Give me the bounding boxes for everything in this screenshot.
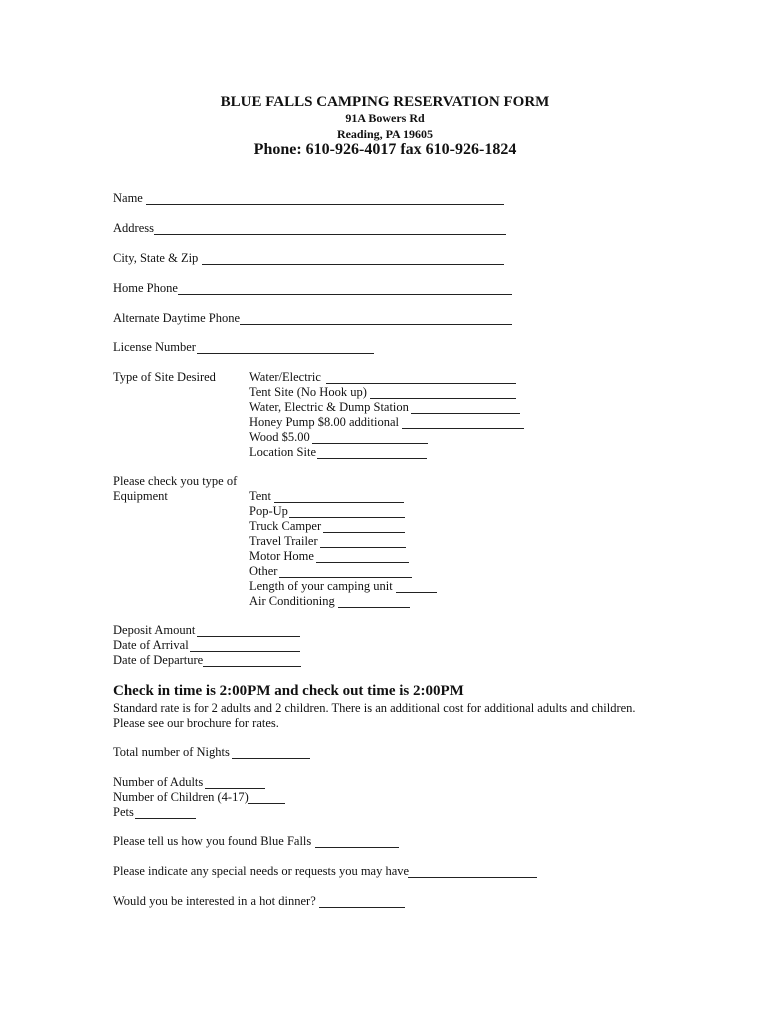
- special-needs-label: Please indicate any special needs or requests you may have: [113, 864, 410, 878]
- adults-label: Number of Adults: [113, 775, 204, 789]
- deposit-label: Deposit Amount: [113, 623, 196, 637]
- equipment-option-tent: Tent: [249, 489, 272, 503]
- children-label: Number of Children (4-17): [113, 790, 249, 804]
- equipment-label-line1: Please check you type of: [113, 474, 238, 488]
- address-field[interactable]: [154, 234, 506, 235]
- equipment-option-other: Other: [249, 564, 278, 578]
- home-phone-field[interactable]: [178, 294, 512, 295]
- equipment-tent-field[interactable]: [274, 502, 404, 503]
- site-tent-field[interactable]: [370, 398, 516, 399]
- address-label: Address: [113, 221, 154, 235]
- equipment-option-air-conditioning: Air Conditioning: [249, 594, 335, 608]
- site-option-wood: Wood $5.00: [249, 430, 310, 444]
- rate-note: Standard rate is for 2 adults and 2 children. There is an additional cost for additional adults and children.: [113, 701, 636, 715]
- special-needs-field[interactable]: [408, 877, 537, 878]
- equipment-option-travel-trailer: Travel Trailer: [249, 534, 318, 548]
- name-field[interactable]: [146, 204, 504, 205]
- departure-field[interactable]: [203, 666, 301, 667]
- address-street: 91A Bowers Rd: [345, 111, 425, 125]
- pets-field[interactable]: [135, 818, 196, 819]
- alt-phone-field[interactable]: [240, 324, 512, 325]
- home-phone-label: Home Phone: [113, 281, 178, 295]
- site-honey-pump-field[interactable]: [402, 428, 524, 429]
- site-water-electric-dump-field[interactable]: [411, 413, 520, 414]
- phone-fax: Phone: 610-926-4017 fax 610-926-1824: [253, 141, 517, 158]
- equipment-option-truck-camper: Truck Camper: [249, 519, 322, 533]
- equipment-label-line2: Equipment: [113, 489, 168, 503]
- equipment-air-conditioning-field[interactable]: [338, 607, 410, 608]
- equipment-other-field[interactable]: [279, 577, 412, 578]
- hot-dinner-field[interactable]: [319, 907, 405, 908]
- license-field[interactable]: [197, 353, 374, 354]
- equipment-option-popup: Pop-Up: [249, 504, 288, 518]
- address-city: Reading, PA 19605: [336, 127, 434, 141]
- site-option-water-electric: Water/Electric: [249, 370, 321, 384]
- equipment-travel-trailer-field[interactable]: [320, 547, 406, 548]
- equipment-option-length: Length of your camping unit: [249, 579, 393, 593]
- site-option-tent: Tent Site (No Hook up): [249, 385, 367, 399]
- found-field[interactable]: [315, 847, 399, 848]
- city-state-zip-field[interactable]: [202, 264, 504, 265]
- nights-label: Total number of Nights: [113, 745, 230, 759]
- adults-field[interactable]: [205, 788, 265, 789]
- found-label: Please tell us how you found Blue Falls: [113, 834, 312, 848]
- checkin-heading: Check in time is 2:00PM and check out time is 2:00PM: [113, 683, 464, 699]
- brochure-note: Please see our brochure for rates.: [113, 716, 279, 730]
- equipment-length-field[interactable]: [396, 592, 437, 593]
- departure-label: Date of Departure: [113, 653, 204, 667]
- form-title: BLUE FALLS CAMPING RESERVATION FORM: [220, 94, 550, 110]
- city-state-zip-label: City, State & Zip: [113, 251, 199, 265]
- deposit-field[interactable]: [197, 636, 300, 637]
- site-option-water-electric-dump: Water, Electric & Dump Station: [249, 400, 409, 414]
- arrival-label: Date of Arrival: [113, 638, 189, 652]
- equipment-truck-camper-field[interactable]: [323, 532, 405, 533]
- equipment-popup-field[interactable]: [289, 517, 405, 518]
- equipment-motor-home-field[interactable]: [316, 562, 409, 563]
- children-field[interactable]: [248, 803, 285, 804]
- site-water-electric-field[interactable]: [326, 383, 516, 384]
- site-option-honey-pump: Honey Pump $8.00 additional: [249, 415, 399, 429]
- name-label: Name: [113, 191, 143, 205]
- pets-label: Pets: [113, 805, 134, 819]
- equipment-option-motor-home: Motor Home: [249, 549, 314, 563]
- site-option-location: Location Site: [249, 445, 316, 459]
- site-wood-field[interactable]: [312, 443, 428, 444]
- nights-field[interactable]: [232, 758, 310, 759]
- alt-phone-label: Alternate Daytime Phone: [113, 311, 241, 325]
- site-location-field[interactable]: [317, 458, 427, 459]
- hot-dinner-label: Would you be interested in a hot dinner?: [113, 894, 316, 908]
- site-type-label: Type of Site Desired: [113, 370, 216, 384]
- arrival-field[interactable]: [190, 651, 300, 652]
- license-label: License Number: [113, 340, 196, 354]
